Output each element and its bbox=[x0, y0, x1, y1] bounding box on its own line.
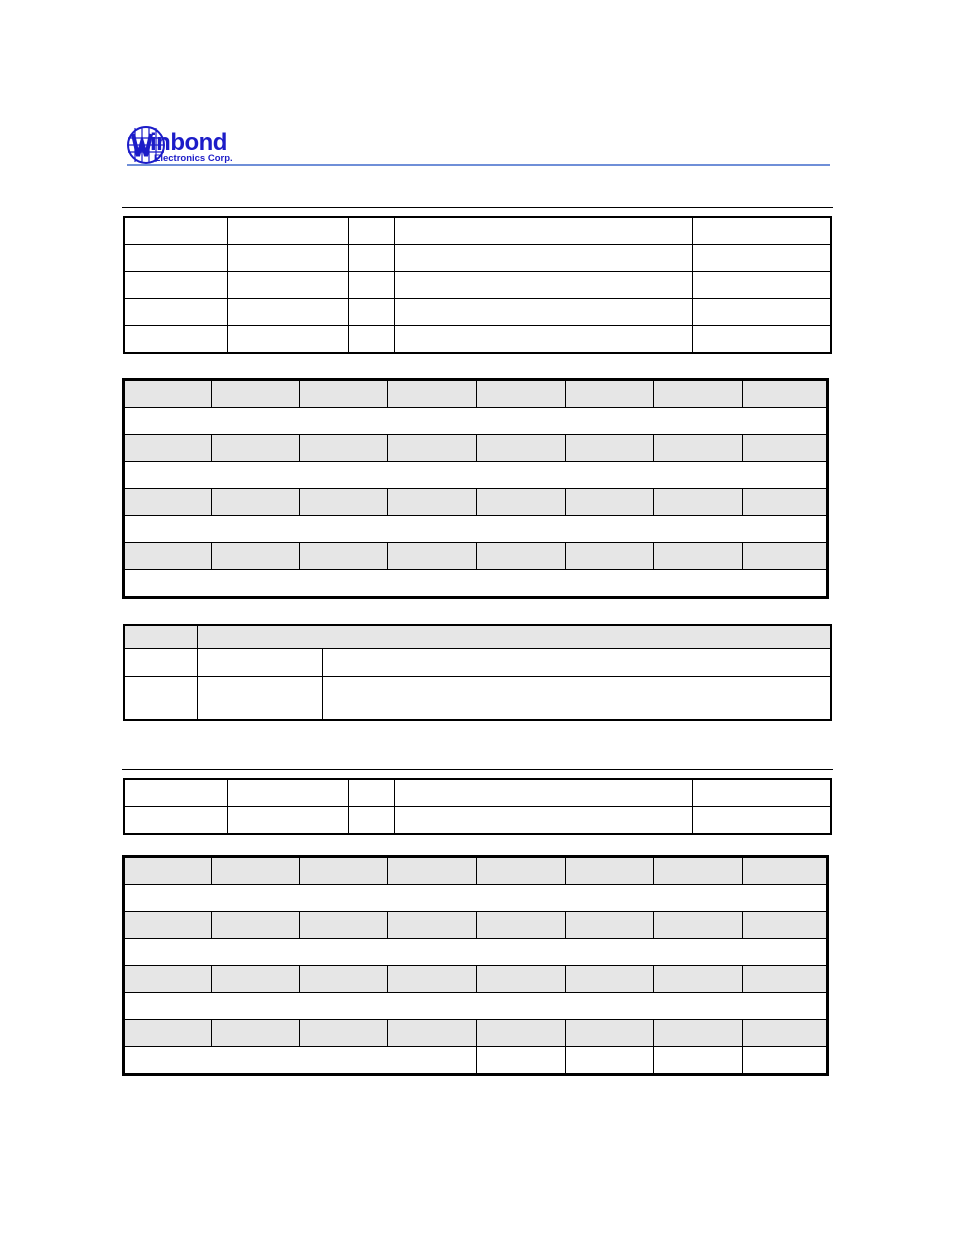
table-row bbox=[124, 272, 831, 299]
header-rule bbox=[127, 164, 830, 166]
bit-row bbox=[124, 1020, 828, 1047]
bit-field-row bbox=[124, 993, 828, 1020]
bit-row bbox=[124, 435, 828, 462]
bit-row bbox=[124, 966, 828, 993]
table-row bbox=[124, 649, 831, 677]
bit-field-row bbox=[124, 570, 828, 598]
bit-field-row bbox=[124, 516, 828, 543]
bit-row bbox=[124, 489, 828, 516]
bit-field-row bbox=[124, 1047, 828, 1075]
register-table-1 bbox=[123, 216, 832, 354]
table-row bbox=[124, 677, 831, 721]
table-row bbox=[124, 326, 831, 354]
bit-description-table bbox=[123, 624, 832, 721]
table-row bbox=[124, 217, 831, 245]
bit-field-row bbox=[124, 462, 828, 489]
brand-subtitle: Electronics Corp. bbox=[154, 153, 233, 164]
bit-row bbox=[124, 380, 828, 408]
register-table-2 bbox=[123, 778, 832, 835]
table-header-row bbox=[124, 625, 831, 649]
bit-table-2 bbox=[122, 855, 829, 1076]
bit-field-row bbox=[124, 939, 828, 966]
table-row bbox=[124, 779, 831, 807]
bit-field-row bbox=[124, 408, 828, 435]
bit-row bbox=[124, 857, 828, 885]
section-rule-1 bbox=[122, 207, 833, 208]
bit-row bbox=[124, 543, 828, 570]
bit-field-row bbox=[124, 885, 828, 912]
table-row bbox=[124, 299, 831, 326]
table-row bbox=[124, 245, 831, 272]
bit-table-1 bbox=[122, 378, 829, 599]
section-rule-2 bbox=[122, 769, 833, 770]
table-row bbox=[124, 807, 831, 835]
bit-row bbox=[124, 912, 828, 939]
brand-name: inbond bbox=[150, 129, 227, 156]
